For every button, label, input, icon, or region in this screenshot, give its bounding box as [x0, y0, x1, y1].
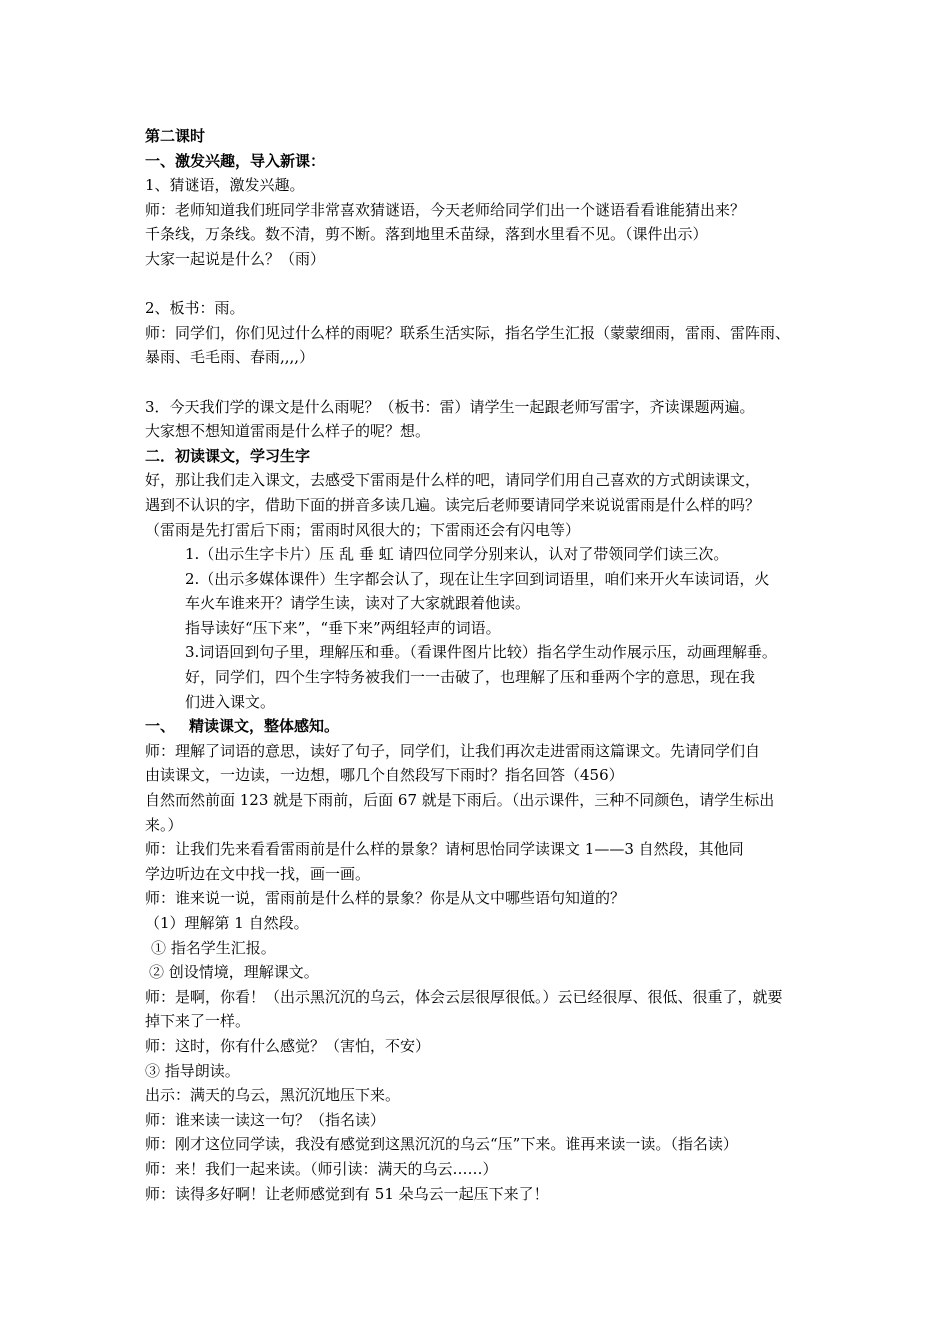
- text-line: 由读课文，一边读，一边想，哪几个自然段写下雨时？指名回答（456）: [145, 766, 624, 785]
- text-line: 好，那让我们走入课文，去感受下雷雨是什么样的吧，请同学们用自己喜欢的方式朗读课文，: [145, 471, 761, 490]
- text-line: 师：让我们先来看看雷雨前是什么样的景象？请柯思怡同学读课文 1——3 自然段，其他同: [145, 840, 744, 859]
- section-heading-text: 精读课文，整体感知。: [189, 717, 340, 736]
- section-heading-2: 二．初读课文，学习生字: [145, 446, 311, 465]
- text-line: （雷雨是先打雷后下雨；雷雨时风很大的；下雷雨还会有闪电等）: [145, 520, 581, 539]
- text-line: 学边听边在文中找一找，画一画。: [145, 864, 371, 883]
- sub-heading: （1）理解第 1 自然段。: [145, 914, 309, 932]
- text-line: 3．今天我们学的课文是什么雨呢？（板书：雷）请学生一起跟老师写雷字，齐读课题两遍。: [145, 397, 755, 416]
- text-line: 师：是啊，你看！（出示黑沉沉的乌云，体会云层很厚很低。）云已经很厚、很低、很重了，就要: [145, 987, 783, 1006]
- text-line: 们进入课文。: [185, 692, 276, 711]
- text-line: 暴雨、毛毛雨、春雨,,,,）: [145, 348, 315, 367]
- text-line: 2、板书：雨。: [145, 299, 245, 318]
- section-heading-3: [145, 714, 825, 739]
- list-item: ① 指名学生汇报。: [151, 938, 276, 957]
- text-line: 指导读好“压下来”，“垂下来”两组轻声的词语。: [185, 618, 501, 637]
- text-line: 自然而然前面 123 就是下雨前，后面 67 就是下雨后。（出示课件，三种不同颜色，请学生标出: [145, 791, 775, 810]
- text-line: 车火车谁来开？请学生读，读对了大家就跟着他读。: [185, 594, 531, 613]
- text-line: 来。）: [145, 815, 183, 834]
- text-line: 师：谁来说一说，雷雨前是什么样的景象？你是从文中哪些语句知道的？: [145, 889, 626, 908]
- text-line: 师：来！我们一起来读。（师引读：满天的乌云……）: [145, 1159, 498, 1178]
- text-line: 师：同学们，你们见过什么样的雨呢？联系生活实际，指名学生汇报（蒙蒙细雨，雷雨、雷阵雨、: [145, 323, 791, 342]
- text-line: 好，同学们，四个生字特务被我们一一击破了，也理解了压和垂两个字的意思，现在我: [185, 668, 756, 687]
- text-line: 出示：满天的乌云，黑沉沉地压下来。: [145, 1086, 401, 1105]
- lesson-title: 第二课时: [145, 127, 206, 145]
- list-item: 1.（出示生字卡片）压 乱 垂 虹 请四位同学分别来认，认对了带领同学们读三次。: [185, 545, 729, 564]
- text-line: 大家一起说是什么？（雨）: [145, 249, 326, 268]
- list-item: 3.词语回到句子里，理解压和垂。（看课件图片比较）指名学生动作展示压，动画理解垂。: [185, 643, 777, 662]
- text-line: 师：这时，你有什么感觉？（害怕，不安）: [145, 1036, 431, 1055]
- text-line: 遇到不认识的字，借助下面的拼音多读几遍。读完后老师要请同学来说说雷雨是什么样的吗？: [145, 495, 761, 514]
- blank-line: [145, 272, 825, 297]
- text-line: 大家想不想知道雷雨是什么样子的呢？想。: [145, 422, 431, 441]
- list-item: ② 创设情境，理解课文。: [149, 963, 319, 982]
- text-line: 师：理解了词语的意思，读好了句子，同学们，让我们再次走进雷雨这篇课文。先请同学们自: [145, 741, 761, 760]
- section-heading-1: 一、激发兴趣，导入新课：: [145, 151, 326, 170]
- text-line: 师：谁来读一读这一句？（指名读）: [145, 1110, 386, 1129]
- document-body: [145, 124, 825, 1206]
- list-item: ③ 指导朗读。: [145, 1061, 240, 1080]
- text-line: 1、猜谜语，激发兴趣。: [145, 176, 305, 195]
- section-number: 一、: [145, 717, 176, 736]
- text-line: 师：读得多好啊！让老师感觉到有 51 朵乌云一起压下来了！: [145, 1184, 549, 1203]
- list-item: 2.（出示多媒体课件）生字都会认了，现在让生字回到词语里，咱们来开火车读词语，火: [185, 569, 770, 588]
- blank-line: [145, 370, 825, 395]
- text-line: 掉下来了一样。: [145, 1012, 251, 1031]
- text-line: 师：老师知道我们班同学非常喜欢猜谜语，今天老师给同学们出一个谜语看看谁能猜出来？: [145, 200, 746, 219]
- text-line: 千条线，万条线。数不清，剪不断。落到地里禾苗绿，落到水里看不见。（课件出示）: [145, 225, 708, 244]
- text-line: 师：刚才这位同学读，我没有感觉到这黑沉沉的乌云“压”下来。谁再来读一读。（指名读）: [145, 1135, 738, 1154]
